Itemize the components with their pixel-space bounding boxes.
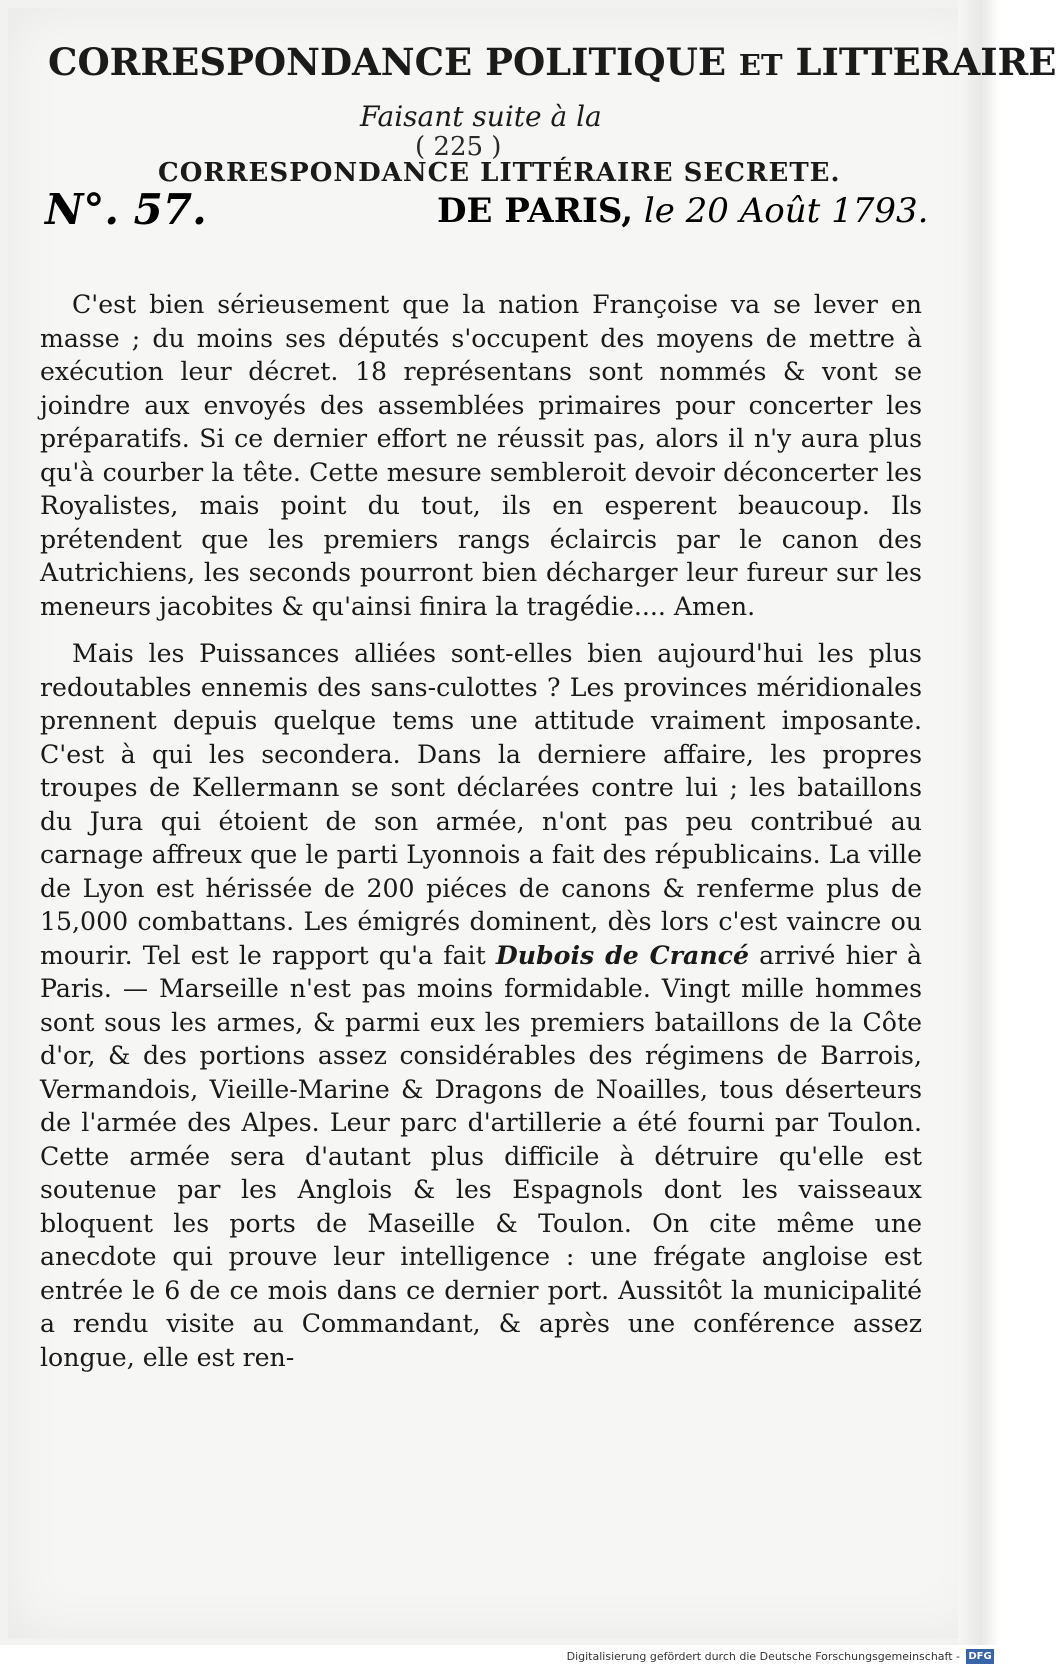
paragraph-2-text-before: Mais les Puissances alliées sont-elles bien aujourd'hui les plus redoutables ennemis des sans-culottes ? Les provinces méridionales prennent depuis quelque tems une attitude vraiment imposante. C'est à qui les secondera. Dans la derniere affaire, les propres troupes de Kellermann se sont déclarées contre lui ; les bataillons du Jura qui étoient de son armée, n'ont pas peu contribué au carnage affreux que le parti Lyonnois a fait des républicains. La ville de Lyon est hérissée de 200 piéces de canons & renferme plus de 15,000 combattans. Les émigrés dominent, dès lors c'est vaincre ou mourir. Tel est le rapport qu'a fait xyxy=(40,639,922,970)
dateline-date: le 20 Août 1793. xyxy=(643,191,929,231)
page-number: ( 225 ) xyxy=(415,132,502,162)
secret-correspondence-title: CORRESPONDANCE LITTÉRAIRE SECRETE. xyxy=(158,158,841,188)
journal-title xyxy=(48,40,1056,84)
person-name: Dubois de Crancé xyxy=(495,939,749,970)
digitization-footer xyxy=(0,1645,1000,1669)
journal-title-et: ET xyxy=(738,48,783,82)
page-edge xyxy=(958,0,1000,1645)
paragraph-2 xyxy=(40,637,922,1374)
dateline xyxy=(437,191,928,231)
issue-number: N°. 57. xyxy=(45,185,207,234)
dfg-logo-icon: DFG xyxy=(966,1649,994,1664)
journal-subtitle: Faisant suite à la xyxy=(360,100,602,133)
paragraph-1: C'est bien sérieusement que la nation Françoise va se lever en masse ; du moins ses députés s'occupent des moyens de mettre à exécution leur décret. 18 représentans sont nommés & vont se joindre aux envoyés des assemblées primaires pour concerter les préparatifs. Si ce dernier effort ne réussit pas, alors il n'y aura plus qu'à courber la tête. Cette mesure sembleroit devoir déconcerter les Royalistes, mais point du tout, ils en esperent beaucoup. Ils prétendent que les premiers rangs éclaircis par le canon des Autrichiens, les seconds pourront bien décharger leur fureur sur les meneurs jacobites & qu'ainsi finira la tragédie.... Amen. xyxy=(40,290,922,621)
journal-title-part2: LITTERAIRE xyxy=(782,40,1056,84)
journal-title-part1: CORRESPONDANCE POLITIQUE xyxy=(48,40,739,84)
paragraph-2-text-after: arrivé hier à Paris. — Marseille n'est pas moins formidable. Vingt mille hommes sont sous les armes, & parmi eux les premiers bataillons de la Côte d'or, & des portions assez considérables des régimens de Barrois, Vermandois, Vieille-Marine & Dragons de Noailles, tous déserteurs de l'armée des Alpes. Leur parc d'artillerie a été fourni par Toulon. Cette armée sera d'autant plus difficile à détruire qu'elle est soutenue par les Anglois & les Espagnols dont les vaisseaux bloquent les ports de Maseille & Toulon. On cite même une anecdote qui prouve leur intelligence : une frégate angloise est entrée le 6 de ce mois dans ce dernier port. Aussitôt la municipalité a rendu visite au Commandant, & après une conférence assez longue, elle est ren- xyxy=(40,940,922,1372)
issue-line xyxy=(45,185,929,245)
funding-credit: Digitalisierung gefördert durch die Deutsche Forschungsgemeinschaft - xyxy=(566,1650,960,1663)
dateline-place: DE PARIS, xyxy=(437,191,634,231)
article-body xyxy=(40,288,922,1388)
